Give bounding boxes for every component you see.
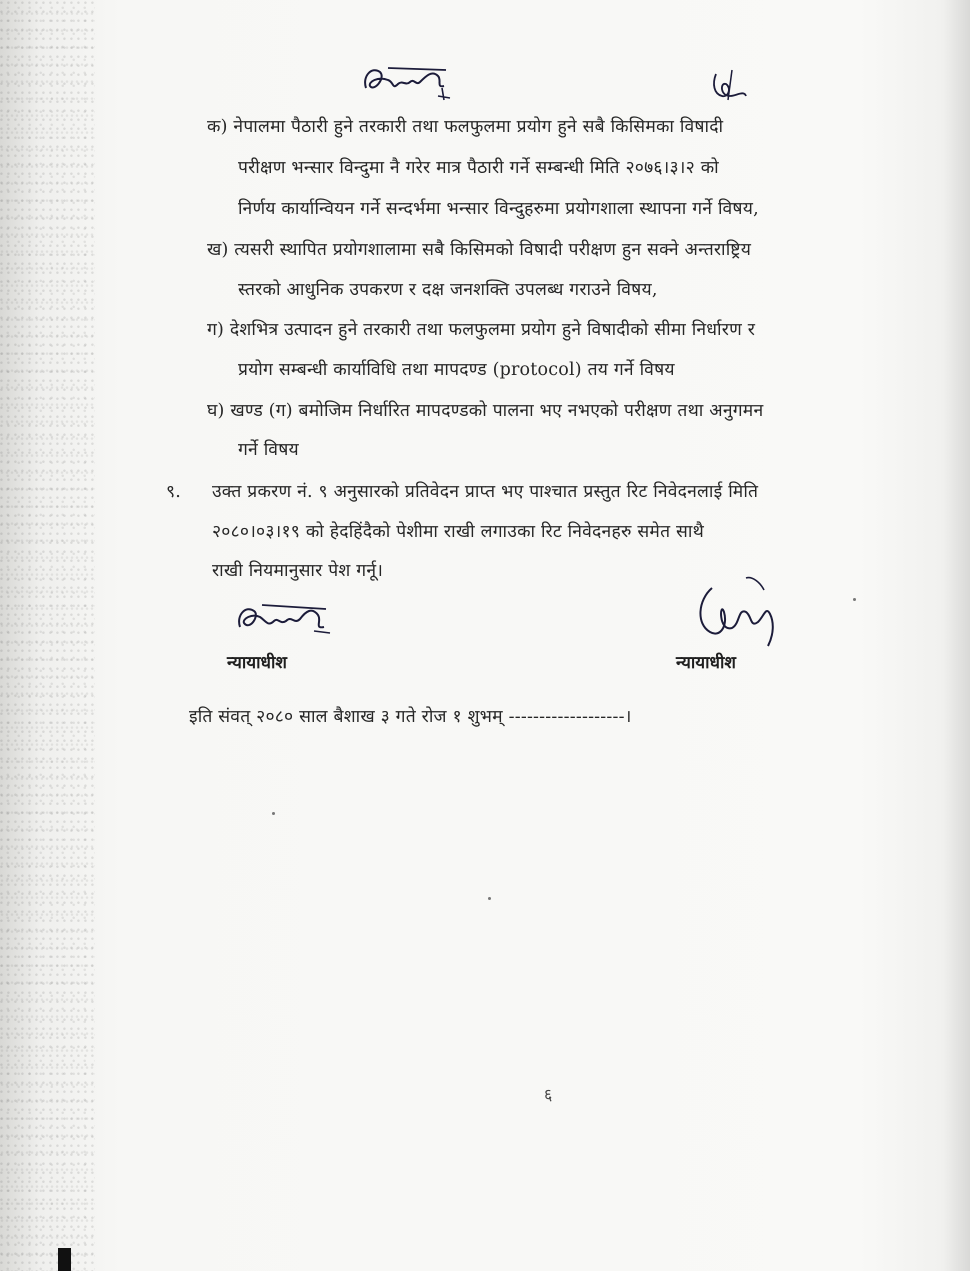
right-judge-signature: [690, 572, 790, 652]
item-ka-line-3: निर्णय कार्यान्वियन गर्ने सन्दर्भमा भन्सार विन्दुहरुमा प्रयोगशाला स्थापना गर्ने विषय,: [238, 199, 759, 219]
scan-speck: [272, 812, 275, 815]
item-ka-line-1: क) नेपालमा पैठारी हुने तरकारी तथा फलफुलमा प्रयोग हुने सबै किसिमका विषादी: [207, 117, 724, 137]
page-number: ६: [544, 1085, 553, 1104]
scan-black-mark: [58, 1248, 71, 1271]
scan-speck: [853, 598, 856, 601]
item-kha-line-2: स्तरको आधुनिक उपकरण र दक्ष जनशक्ति उपलब्ध गराउने विषय,: [238, 280, 658, 300]
paragraph-9-line-3: राखी नियमानुसार पेश गर्नू।: [212, 561, 384, 581]
scan-right-shadow: [944, 0, 970, 1271]
paragraph-9-line-1: उक्त प्रकरण नं. ९ अनुसारको प्रतिवेदन प्राप्त भए पाश्चात प्रस्तुत रिट निवेदनलाई मिति: [212, 482, 759, 502]
left-judge-signature: [234, 593, 344, 643]
item-ka-line-2: परीक्षण भन्सार विन्दुमा नै गरेर मात्र पैठारी गर्ने सम्बन्धी मिति २०७६।३।२ को: [238, 158, 719, 178]
left-judge-label: न्यायाधीश: [227, 653, 287, 673]
paragraph-9-line-2: २०८०।०३।१९ को हेदहिंदैको पेशीमा राखी लगाउका रिट निवेदनहरु समेत साथै: [212, 522, 704, 542]
right-judge-label: न्यायाधीश: [676, 653, 736, 673]
top-initial-signature: [358, 58, 458, 104]
scan-edge-texture: [0, 0, 95, 1271]
top-right-initial: [706, 66, 756, 106]
item-kha-line-1: ख) त्यसरी स्थापित प्रयोगशालामा सबै किसिमको विषादी परीक्षण हुन सक्ने अन्तराष्ट्रिय: [207, 240, 752, 260]
item-ga-line-1: ग) देशभित्र उत्पादन हुने तरकारी तथा फलफुलमा प्रयोग हुने विषादीको सीमा निर्धारण र: [207, 320, 756, 340]
closing-line: इति संवत् २०८० साल बैशाख ३ गते रोज १ शुभम् -------------------।: [189, 707, 632, 727]
paragraph-number: ९.: [166, 482, 182, 502]
scan-speck: [488, 897, 491, 900]
item-gha-line-2: गर्ने विषय: [238, 440, 299, 460]
item-ga-line-2: प्रयोग सम्बन्धी कार्याविधि तथा मापदण्ड (protocol) तय गर्ने विषय: [238, 360, 675, 380]
item-gha-line-1: घ) खण्ड (ग) बमोजिम निर्धारित मापदण्डको पालना भए नभएको परीक्षण तथा अनुगमन: [207, 401, 764, 421]
